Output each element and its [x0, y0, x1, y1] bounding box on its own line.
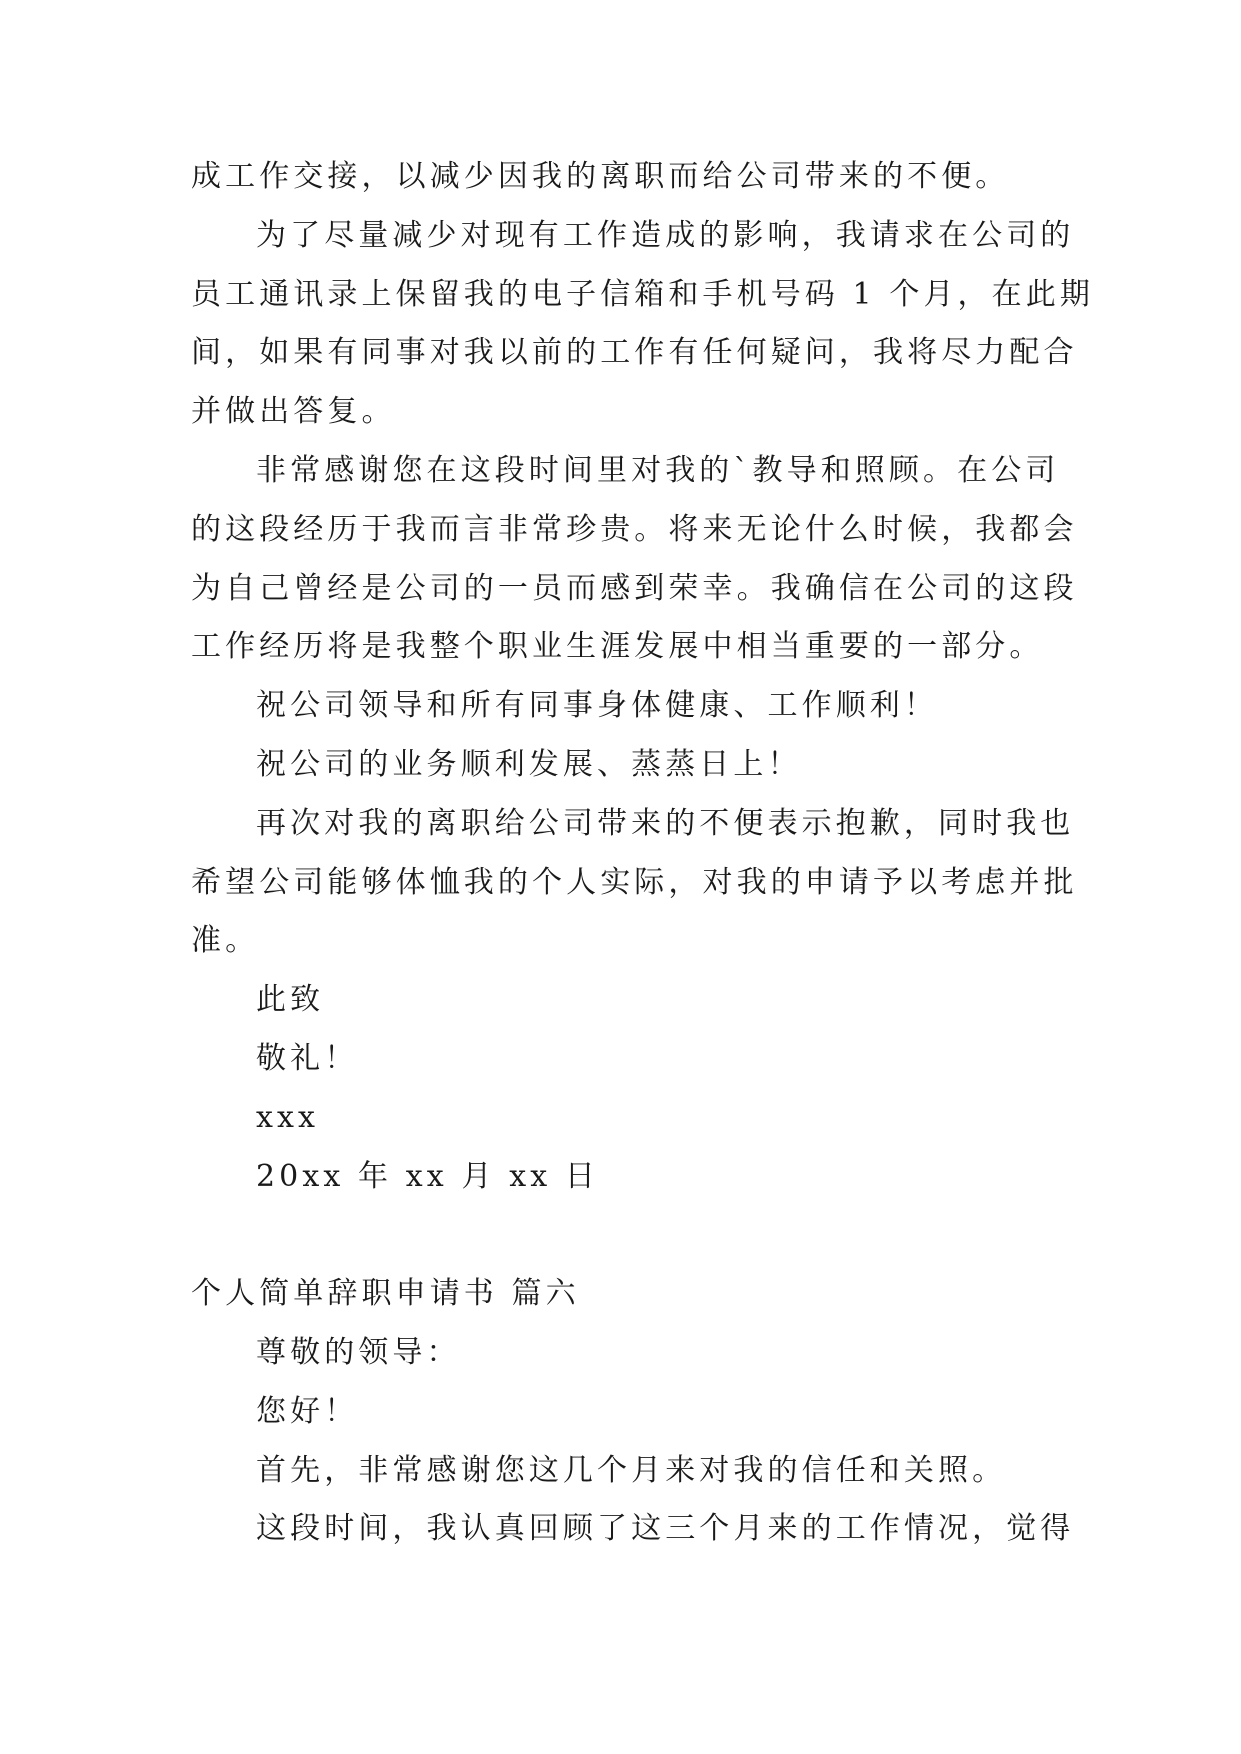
paragraph-line: 员工通讯录上保留我的电子信箱和手机号码 1 个月，在此期	[191, 276, 1094, 312]
paragraph-line: 再次对我的离职给公司带来的不便表示抱歉，同时我也	[256, 805, 1075, 841]
document-page	[191, 148, 1094, 1559]
section-title: 个人简单辞职申请书 篇六	[191, 1276, 580, 1312]
closing-regards: 敬礼！	[256, 1040, 359, 1076]
paragraph-line: 首先，非常感谢您这几个月来对我的信任和关照。	[256, 1452, 1007, 1488]
paragraph-line: 祝公司的业务顺利发展、蒸蒸日上！	[256, 746, 802, 782]
paragraph-line: 间，如果有同事对我以前的工作有任何疑问，我将尽力配合	[191, 335, 1078, 371]
signature-date: 20xx 年 xx 月 xx 日	[256, 1158, 599, 1194]
paragraph-line: 这段时间，我认真回顾了这三个月来的工作情况，觉得	[256, 1511, 1075, 1547]
paragraph-line: 非常感谢您在这段时间里对我的`教导和照顾。在公司	[256, 452, 1060, 488]
paragraph-line: 为自己曾经是公司的一员而感到荣幸。我确信在公司的这段	[191, 570, 1078, 606]
paragraph-line: 工作经历将是我整个职业生涯发展中相当重要的一部分。	[191, 629, 1044, 665]
paragraph-line: 并做出答复。	[191, 394, 396, 430]
paragraph-line: 的这段经历于我而言非常珍贵。将来无论什么时候，我都会	[191, 511, 1078, 547]
closing-salutation: 此致	[256, 982, 325, 1018]
greeting-line: 您好！	[256, 1393, 359, 1429]
paragraph-line: 祝公司领导和所有同事身体健康、工作顺利！	[256, 688, 938, 724]
section-spacer	[191, 1206, 1051, 1265]
paragraph-line: 准。	[191, 923, 260, 959]
signature-name: xxx	[256, 1099, 320, 1135]
paragraph-line: 希望公司能够体恤我的个人实际，对我的申请予以考虑并批	[191, 864, 1078, 900]
paragraph-line: 为了尽量减少对现有工作造成的影响，我请求在公司的	[256, 217, 1075, 253]
greeting-line: 尊敬的领导：	[256, 1334, 461, 1370]
paragraph-line: 成工作交接，以减少因我的离职而给公司带来的不便。	[191, 159, 1010, 194]
